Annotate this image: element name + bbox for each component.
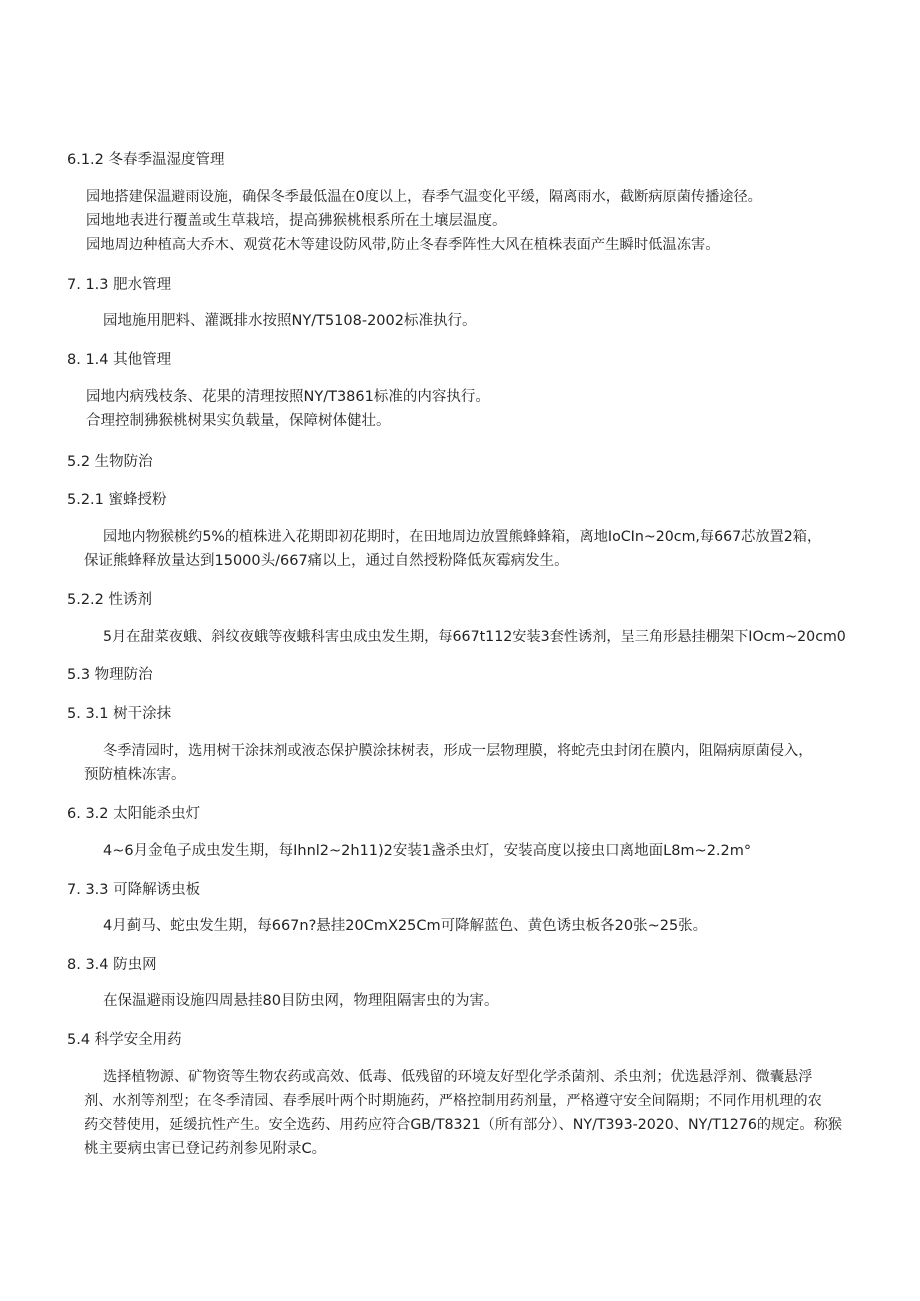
paragraph-line: 4月蓟马、蛇虫发生期，每667n?悬挂20CmX25Cm可降解蓝色、黄色诱虫板各20张~25张。 <box>103 918 708 934</box>
paragraph-line: 4~6月金龟子成虫发生期，每Ihnl2~2h11)2安装1盏杀虫灯，安装高度以接虫口离地面L8m~2.2m° <box>103 843 752 859</box>
paragraph-line: 剂、水剂等剂型；在冬季清园、春季展叶两个时期施药，严格控制用药剂量，严格遵守安全间隔期；不同作用机理的农 <box>84 1093 822 1109</box>
paragraph-line: 预防植株冻害。 <box>84 767 186 783</box>
paragraph-line: 5月在甜菜夜蛾、斜纹夜蛾等夜蛾科害虫成虫发生期，每667t112安装3套性诱剂，呈三角形悬挂棚架下IOcm~20cm0 <box>103 629 846 645</box>
paragraph-line: 选择植物源、矿物资等生物农药或高效、低毒、低残留的环境友好型化学杀菌剂、杀虫剂；优选悬浮剂、微囊悬浮 <box>103 1069 813 1085</box>
section-heading-5-2-2: 5.2.2 性诱剂 <box>67 592 153 608</box>
section-heading-5-2: 5.2 生物防治 <box>67 454 153 470</box>
section-heading-5-3: 5.3 物理防治 <box>67 667 153 683</box>
section-heading-6-1-2: 6.1.2 冬春季温湿度管理 <box>67 152 225 168</box>
paragraph-line: 合理控制狒猴桃树果实负载量，保障树体健壮。 <box>86 413 391 429</box>
paragraph-line: 冬季清园时，选用树干涂抹剂或液态保护膜涂抹树表，形成一层物理膜，将蛇壳虫封闭在膜内，阻隔病原菌侵入， <box>103 743 813 759</box>
section-heading-1-4: 8. 1.4 其他管理 <box>67 352 172 368</box>
paragraph-line: 园地施用肥料、灌溉排水按照NY/T5108-2002标准执行。 <box>103 313 477 329</box>
section-heading-3-1: 5. 3.1 树干涂抹 <box>67 706 172 722</box>
paragraph-line: 园地内病残枝条、花果的清理按照NY/T3861标准的内容执行。 <box>86 389 490 405</box>
section-heading-3-4: 8. 3.4 防虫网 <box>67 957 157 973</box>
paragraph-line: 园地周边种植高大乔木、观赏花木等建设防风带,防止冬春季阵性大风在植株表面产生瞬时低温冻害。 <box>86 237 720 253</box>
paragraph-line: 桃主要病虫害已登记药剂参见附录C。 <box>84 1141 327 1157</box>
section-heading-3-2: 6. 3.2 太阳能杀虫灯 <box>67 806 201 822</box>
paragraph-line: 园地地表进行覆盖或生草栽培，提高狒猴桃根系所在土壤层温度。 <box>86 213 507 229</box>
section-heading-3-3: 7. 3.3 可降解诱虫板 <box>67 882 201 898</box>
section-heading-5-2-1: 5.2.1 蜜蜂授粉 <box>67 492 167 508</box>
paragraph-line: 园地搭建保温避雨设施，确保冬季最低温在0度以上，春季气温变化平缓，隔离雨水，截断病原菌传播途径。 <box>86 189 762 205</box>
section-heading-1-3: 7. 1.3 肥水管理 <box>67 277 172 293</box>
paragraph-line: 在保温避雨设施四周悬挂80目防虫网，物理阻隔害虫的为害。 <box>103 993 499 1009</box>
paragraph-line: 园地内物猴桃约5%的植株进入花期即初花期时，在田地周边放置熊蜂蜂箱，离地IoCIn~20cm,每667芯放置2箱， <box>103 529 822 545</box>
paragraph-line: 保证熊蜂释放量达到15000头/667痛以上，通过自然授粉降低灰霉病发生。 <box>84 553 569 569</box>
section-heading-5-4: 5.4 科学安全用药 <box>67 1032 182 1048</box>
paragraph-line: 药交替使用，延缓抗性产生。安全选药、用药应符合GB/T8321（所有部分）、NY/T393-2020、NY/T1276的规定。称猴 <box>84 1117 842 1133</box>
